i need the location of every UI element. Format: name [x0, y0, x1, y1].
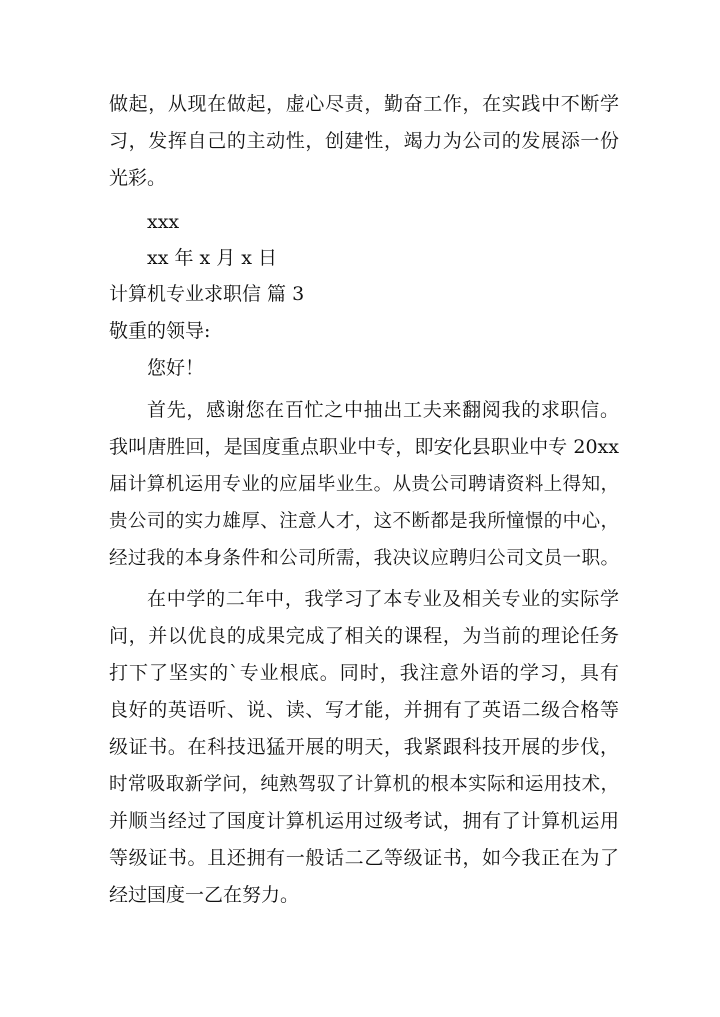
salutation: 敬重的领导:	[109, 320, 211, 342]
paragraph1-line-1: 首先，感谢您在百忙之中抽出工夫来翻阅我的求职信。	[147, 399, 619, 421]
paragraph2-line-1: 在中学的二年中，我学习了本专业及相关专业的实际学	[147, 588, 619, 610]
paragraph2-line-8: 等级证书。且还拥有一般话二乙等级证书，如今我正在为了	[109, 847, 619, 869]
greeting: 您好！	[147, 357, 205, 379]
signature-name: xxx	[147, 211, 180, 233]
paragraph2-line-3: 打下了坚实的`专业根底。同时，我注意外语的学习，具有	[109, 662, 619, 684]
signature-date: xx 年 x 月 x 日	[147, 247, 278, 269]
paragraph1-line-3: 届计算机运用专业的应届毕业生。从贵公司聘请资料上得知，	[109, 474, 619, 495]
paragraph2-line-9: 经过国度一乙在努力。	[109, 884, 300, 906]
paragraph1-line-2: 我叫唐胜回，是国度重点职业中专，即安化县职业中专 20xx	[109, 436, 619, 458]
section-title: 计算机专业求职信 篇 3	[109, 283, 305, 305]
continuation-line-1: 做起，从现在做起，虚心尽责，勤奋工作，在实践中不断学	[109, 93, 619, 115]
continuation-line-3: 光彩。	[109, 167, 167, 189]
paragraph2-line-4: 良好的英语听、说、读、写才能，并拥有了英语二级合格等	[109, 699, 619, 721]
paragraph1-line-5: 经过我的本身条件和公司所需，我决议应聘归公司文员一职。	[109, 548, 619, 569]
paragraph2-line-5: 级证书。在科技迅猛开展的明天，我紧跟科技开展的步伐，	[109, 736, 619, 758]
paragraph1-line-4: 贵公司的实力雄厚、注意人才，这不断都是我所憧憬的中心，	[109, 511, 619, 532]
paragraph2-line-7: 并顺当经过了国度计算机运用过级考试，拥有了计算机运用	[109, 810, 619, 832]
paragraph2-line-2: 问，并以优良的成果完成了相关的课程，为当前的理论任务	[109, 625, 619, 647]
paragraph2-line-6: 时常吸取新学问，纯熟驾驭了计算机的根本实际和运用技术，	[109, 774, 619, 795]
continuation-line-2: 习，发挥自己的主动性，创建性，竭力为公司的发展添一份	[109, 130, 619, 152]
